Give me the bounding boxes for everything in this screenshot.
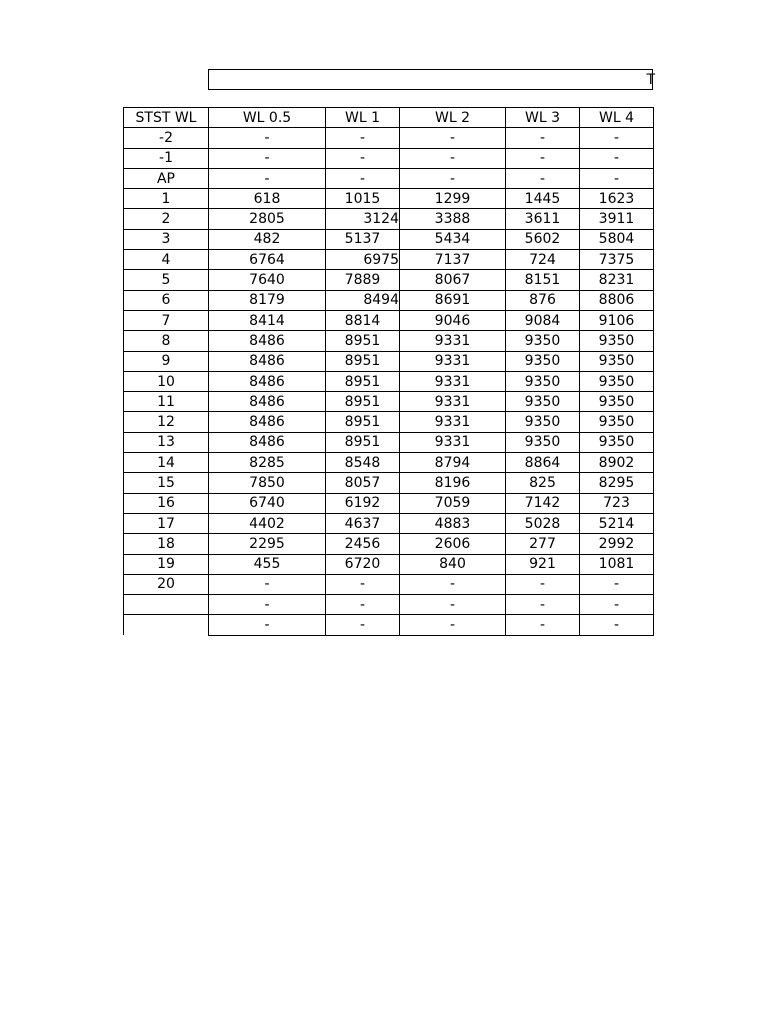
table-row [124, 473, 654, 493]
header-cell: STST WL [124, 108, 209, 128]
value-cell: 1623 [580, 189, 654, 209]
row-label-cell: 20 [124, 574, 209, 594]
row-label-cell: 8 [124, 331, 209, 351]
row-label-cell [124, 615, 209, 635]
title-cell [208, 69, 653, 90]
table-row [124, 351, 654, 371]
data-table [123, 107, 654, 636]
value-cell: 8057 [326, 473, 400, 493]
table-row [124, 513, 654, 533]
value-cell: 8151 [506, 270, 580, 290]
header-cell: WL 2 [400, 108, 506, 128]
value-cell: - [326, 148, 400, 168]
table-row [124, 229, 654, 249]
value-cell: 5434 [400, 229, 506, 249]
value-cell: 7889 [326, 270, 400, 290]
value-cell: - [326, 574, 400, 594]
table-row [124, 453, 654, 473]
value-cell: 8494 [326, 290, 400, 310]
row-label-cell: 5 [124, 270, 209, 290]
value-cell: - [506, 128, 580, 148]
value-cell: 8951 [326, 331, 400, 351]
value-cell: 8231 [580, 270, 654, 290]
title-text: T [646, 72, 655, 88]
table-row [124, 128, 654, 148]
value-cell: - [400, 128, 506, 148]
value-cell: 277 [506, 534, 580, 554]
value-cell: - [580, 128, 654, 148]
row-label-cell: -1 [124, 148, 209, 168]
value-cell: 2295 [209, 534, 326, 554]
value-cell: 9350 [506, 412, 580, 432]
value-cell: 9350 [506, 331, 580, 351]
value-cell: 8179 [209, 290, 326, 310]
value-cell: 723 [580, 493, 654, 513]
value-cell: 8691 [400, 290, 506, 310]
value-cell: - [400, 615, 506, 635]
table-row [124, 250, 654, 270]
row-label-cell: 7 [124, 310, 209, 330]
value-cell: - [209, 615, 326, 635]
value-cell: 8486 [209, 392, 326, 412]
value-cell: 8486 [209, 331, 326, 351]
table-row [124, 148, 654, 168]
value-cell: - [326, 595, 400, 615]
row-label-cell: 1 [124, 189, 209, 209]
value-cell: 9046 [400, 310, 506, 330]
value-cell: 5028 [506, 513, 580, 533]
value-cell: 9350 [580, 351, 654, 371]
header-cell: WL 0.5 [209, 108, 326, 128]
row-label-cell: -2 [124, 128, 209, 148]
table-row [124, 574, 654, 594]
value-cell: 4402 [209, 513, 326, 533]
value-cell: 9331 [400, 432, 506, 452]
table-row [124, 615, 654, 635]
value-cell: 9331 [400, 371, 506, 391]
value-cell: 6975 [326, 250, 400, 270]
value-cell: 8486 [209, 351, 326, 371]
value-cell: 9350 [506, 432, 580, 452]
value-cell: 8285 [209, 453, 326, 473]
value-cell: 8067 [400, 270, 506, 290]
value-cell: 2805 [209, 209, 326, 229]
value-cell: 6720 [326, 554, 400, 574]
value-cell: - [506, 168, 580, 188]
header-cell: WL 1 [326, 108, 400, 128]
value-cell: 8951 [326, 412, 400, 432]
table-row [124, 595, 654, 615]
value-cell: - [400, 574, 506, 594]
value-cell: 9084 [506, 310, 580, 330]
value-cell: 724 [506, 250, 580, 270]
value-cell: 9331 [400, 331, 506, 351]
value-cell: - [506, 615, 580, 635]
value-cell: 7640 [209, 270, 326, 290]
value-cell: 5137 [326, 229, 400, 249]
value-cell: - [209, 168, 326, 188]
value-cell: 8806 [580, 290, 654, 310]
value-cell: 2992 [580, 534, 654, 554]
value-cell: - [400, 168, 506, 188]
value-cell: 6192 [326, 493, 400, 513]
value-cell: 8486 [209, 371, 326, 391]
header-cell: WL 4 [580, 108, 654, 128]
row-label-cell: 12 [124, 412, 209, 432]
value-cell: - [209, 574, 326, 594]
row-label-cell: 4 [124, 250, 209, 270]
value-cell: 8864 [506, 453, 580, 473]
table-row [124, 209, 654, 229]
value-cell: 9331 [400, 392, 506, 412]
value-cell: 8951 [326, 351, 400, 371]
row-label-cell: 18 [124, 534, 209, 554]
value-cell: 9350 [580, 392, 654, 412]
value-cell: 8951 [326, 432, 400, 452]
value-cell: 618 [209, 189, 326, 209]
table-row [124, 493, 654, 513]
value-cell: 8794 [400, 453, 506, 473]
value-cell: 7850 [209, 473, 326, 493]
table-row [124, 534, 654, 554]
row-label-cell: 2 [124, 209, 209, 229]
row-label-cell: 19 [124, 554, 209, 574]
table-row [124, 290, 654, 310]
value-cell: 1445 [506, 189, 580, 209]
value-cell: - [580, 168, 654, 188]
row-label-cell: 15 [124, 473, 209, 493]
value-cell: - [326, 615, 400, 635]
row-label-cell: 13 [124, 432, 209, 452]
value-cell: 8295 [580, 473, 654, 493]
row-label-cell: 3 [124, 229, 209, 249]
value-cell: 8814 [326, 310, 400, 330]
value-cell: 3611 [506, 209, 580, 229]
value-cell: 825 [506, 473, 580, 493]
value-cell: 3911 [580, 209, 654, 229]
value-cell: 9106 [580, 310, 654, 330]
table-row [124, 554, 654, 574]
value-cell: 9350 [580, 412, 654, 432]
value-cell: 455 [209, 554, 326, 574]
row-label-cell: 9 [124, 351, 209, 371]
value-cell: - [580, 148, 654, 168]
value-cell: - [580, 574, 654, 594]
value-cell: - [506, 148, 580, 168]
value-cell: 3124 [326, 209, 400, 229]
value-cell: 7059 [400, 493, 506, 513]
row-label-cell: 17 [124, 513, 209, 533]
table-row [124, 331, 654, 351]
value-cell: 9331 [400, 412, 506, 432]
value-cell: 9350 [506, 351, 580, 371]
row-label-cell: 10 [124, 371, 209, 391]
value-cell: 7375 [580, 250, 654, 270]
header-cell: WL 3 [506, 108, 580, 128]
row-label-cell [124, 595, 209, 615]
row-label-cell: 14 [124, 453, 209, 473]
row-label-cell: AP [124, 168, 209, 188]
value-cell: 8951 [326, 392, 400, 412]
value-cell: - [400, 595, 506, 615]
value-cell: - [209, 148, 326, 168]
table-row [124, 189, 654, 209]
table-row [124, 168, 654, 188]
value-cell: 1299 [400, 189, 506, 209]
value-cell: 840 [400, 554, 506, 574]
value-cell: 482 [209, 229, 326, 249]
value-cell: 7137 [400, 250, 506, 270]
value-cell: - [580, 595, 654, 615]
table-row [124, 270, 654, 290]
table-row [124, 371, 654, 391]
value-cell: 9350 [506, 392, 580, 412]
value-cell: - [506, 595, 580, 615]
value-cell: 5602 [506, 229, 580, 249]
value-cell: 3388 [400, 209, 506, 229]
value-cell: 6740 [209, 493, 326, 513]
value-cell: - [580, 615, 654, 635]
value-cell: 8951 [326, 371, 400, 391]
header-row [124, 108, 654, 128]
value-cell: 9350 [580, 432, 654, 452]
value-cell: 4883 [400, 513, 506, 533]
value-cell: 9350 [580, 331, 654, 351]
value-cell: 921 [506, 554, 580, 574]
value-cell: - [209, 595, 326, 615]
value-cell: - [209, 128, 326, 148]
value-cell: 8414 [209, 310, 326, 330]
value-cell: 7142 [506, 493, 580, 513]
row-label-cell: 6 [124, 290, 209, 310]
value-cell: 2456 [326, 534, 400, 554]
value-cell: 8902 [580, 453, 654, 473]
table-row [124, 432, 654, 452]
value-cell: - [506, 574, 580, 594]
value-cell: - [400, 148, 506, 168]
value-cell: 9350 [580, 371, 654, 391]
value-cell: 5214 [580, 513, 654, 533]
value-cell: 2606 [400, 534, 506, 554]
value-cell: 876 [506, 290, 580, 310]
table-row [124, 392, 654, 412]
value-cell: 4637 [326, 513, 400, 533]
value-cell: 1015 [326, 189, 400, 209]
value-cell: - [326, 168, 400, 188]
value-cell: 1081 [580, 554, 654, 574]
table-row [124, 412, 654, 432]
value-cell: 8196 [400, 473, 506, 493]
value-cell: 8548 [326, 453, 400, 473]
table-row [124, 310, 654, 330]
value-cell: 6764 [209, 250, 326, 270]
value-cell: 9331 [400, 351, 506, 371]
value-cell: 9350 [506, 371, 580, 391]
value-cell: 8486 [209, 412, 326, 432]
value-cell: - [326, 128, 400, 148]
row-label-cell: 16 [124, 493, 209, 513]
value-cell: 5804 [580, 229, 654, 249]
value-cell: 8486 [209, 432, 326, 452]
row-label-cell: 11 [124, 392, 209, 412]
